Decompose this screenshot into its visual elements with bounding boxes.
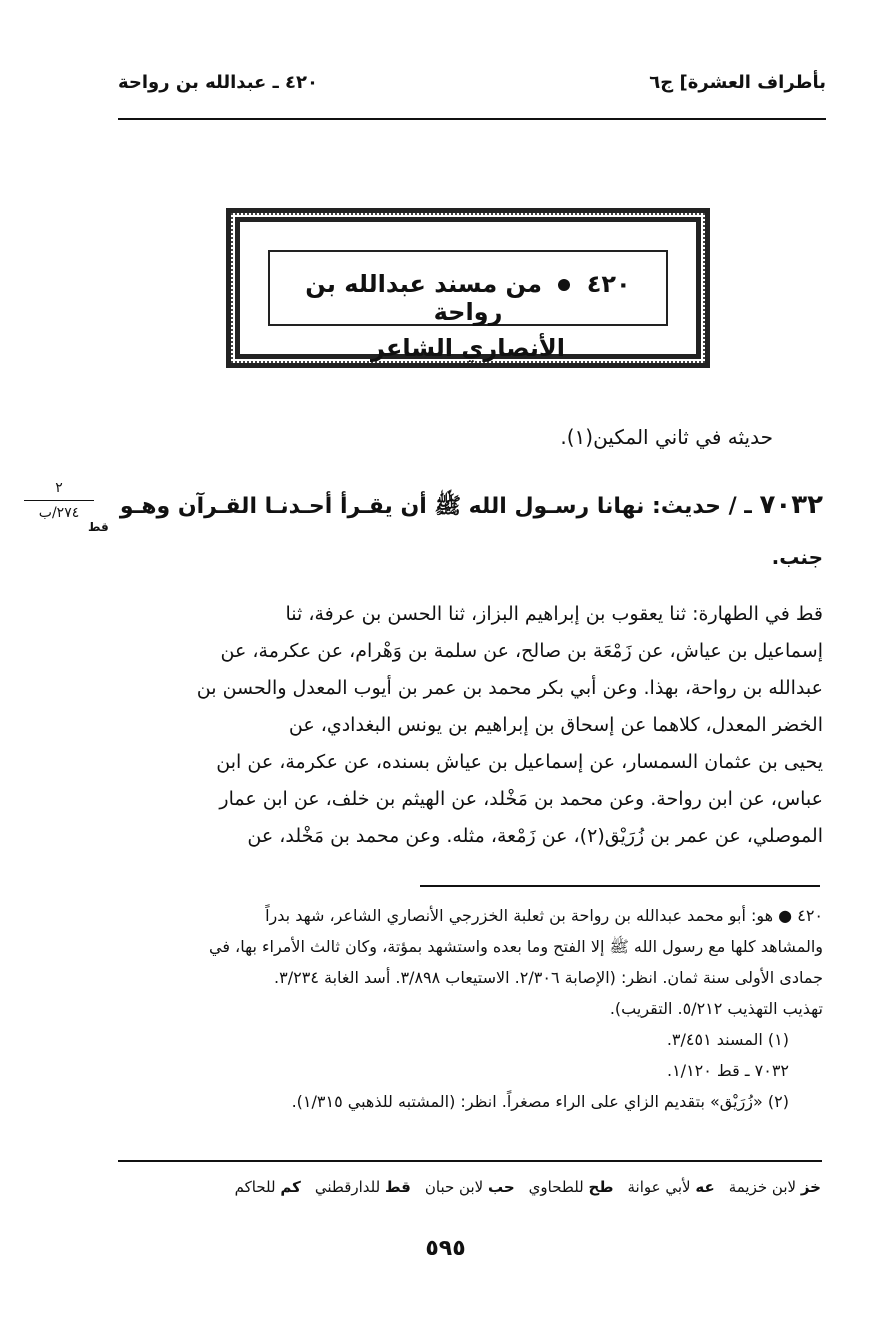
title-box (268, 250, 668, 362)
abbr-name: للدارقطني (314, 1178, 381, 1196)
running-title-chapter: ٤٢٠ ـ عبدالله بن رواحة (118, 72, 318, 93)
body-text (71, 596, 823, 855)
body-line: قط في الطهارة: ثنا يعقوب بن إبراهيم البزاز، ثنا الحسن بن عرفة، ثنا (285, 603, 823, 625)
page-header (118, 62, 826, 122)
abbr-name: لابن حبان (424, 1178, 484, 1196)
abbreviation-item (315, 1178, 411, 1196)
footnote-rule (420, 885, 820, 887)
hadith-continuation: جنب. (771, 545, 823, 569)
footnote-line: (١) المسند ٣/٤٥١. (666, 1030, 789, 1049)
intro-line: حديثه في ثاني المكين(١). (560, 425, 773, 449)
abbreviation-item (627, 1178, 714, 1196)
footnote-line: والمشاهد كلها مع رسول الله ﷺ إلا الفتح وما بعده واستشهد بمؤتة، وكان ثالث الأمراء بها، في (208, 937, 823, 956)
footnote-line: تهذيب التهذيب ٥/٢١٢. التقريب). (609, 999, 823, 1018)
abbr-code: حب (487, 1178, 515, 1196)
abbreviation-item (729, 1178, 821, 1196)
bullet-icon (558, 279, 570, 291)
abbr-code: قط (384, 1178, 411, 1196)
footnote-line: (٢) «زُرَيْق» بتقديم الزاي على الراء مصغراً. انظر: (المشتبه للذهبي ١/٣١٥). (291, 1092, 789, 1111)
footnote-line: ٧٠٣٢ ـ قط ١/١٢٠. (666, 1061, 789, 1080)
folio-number: ٢ (24, 480, 94, 501)
abbr-name: لأبي عوانة (627, 1178, 691, 1196)
footnote-line: ٤٢٠ ● هو: أبو محمد عبدالله بن رواحة بن ثعلبة الخزرجي الأنصاري الشاعر، شهد بدراً (265, 906, 823, 925)
hadith-heading (71, 488, 823, 524)
hadith-number: ٧٠٣٢ (759, 490, 823, 520)
ornamental-title-frame (226, 208, 710, 368)
hadith-text: ـ / حديث: نهانا رسـول الله ﷺ أن يقـرأ أحـدنـا القـرآن وهـو (119, 494, 752, 519)
body-line: عبدالله بن رواحة، بهذا. وعن أبي بكر محمد بن عمر بن أيوب المعدل والحسن بن (196, 677, 823, 699)
body-line: الموصلي، عن عمر بن زُرَيْق(٢)، عن زَمْعة، مثله. وعن محمد بن مَخْلد، عن (247, 825, 823, 847)
body-line: عباس، عن ابن رواحة. وعن محمد بن مَخْلد، عن الهيثم بن خلف، عن ابن عمار (219, 788, 823, 810)
title-text-1: من مسند عبدالله بن رواحة (305, 270, 543, 326)
abbreviations-key (61, 1178, 821, 1196)
manuscript-folio-note (24, 480, 94, 521)
abbr-code: طح (588, 1178, 614, 1196)
footnotes (71, 900, 823, 1117)
title-line-2: الأنصاري الشاعر (371, 334, 565, 362)
abbreviations-rule (118, 1160, 822, 1162)
abbr-code: عه (695, 1178, 715, 1196)
running-title-book: بأطراف العشرة] ج٦ (649, 72, 826, 93)
folio-page: ٢٧٤/ب (38, 505, 80, 521)
abbr-code: كم (280, 1178, 301, 1196)
abbreviation-item (529, 1178, 614, 1196)
abbreviation-item (235, 1178, 301, 1196)
abbreviation-item (425, 1178, 515, 1196)
abbr-name: للحاكم (234, 1178, 276, 1196)
footnote-line: جمادى الأولى سنة ثمان. انظر: (الإصابة ٢/٣٠٦. الاستيعاب ٣/٨٩٨. أسد الغابة ٣/٢٣٤. (274, 968, 823, 987)
title-number: ٤٢٠ (586, 270, 631, 298)
abbr-code: خز (800, 1178, 821, 1196)
body-line: الخضر المعدل، كلاهما عن إسحاق بن إبراهيم بن يونس البغدادي، عن (288, 714, 823, 736)
title-line-1 (270, 270, 666, 326)
page-number: ٥٩٥ (425, 1236, 466, 1261)
body-line: يحيى بن عثمان السمسار، عن إسماعيل بن عياش بسنده، عن عكرمة، عن ابن (216, 751, 823, 773)
abbr-name: للطحاوي (528, 1178, 584, 1196)
abbr-name: لابن خزيمة (728, 1178, 797, 1196)
source-mark: قط (88, 520, 109, 534)
body-line: إسماعيل بن عياش، عن زَمْعَة بن صالح، عن سلمة بن وَهْرام، عن عكرمة، عن (220, 640, 823, 662)
header-rule (118, 118, 826, 120)
